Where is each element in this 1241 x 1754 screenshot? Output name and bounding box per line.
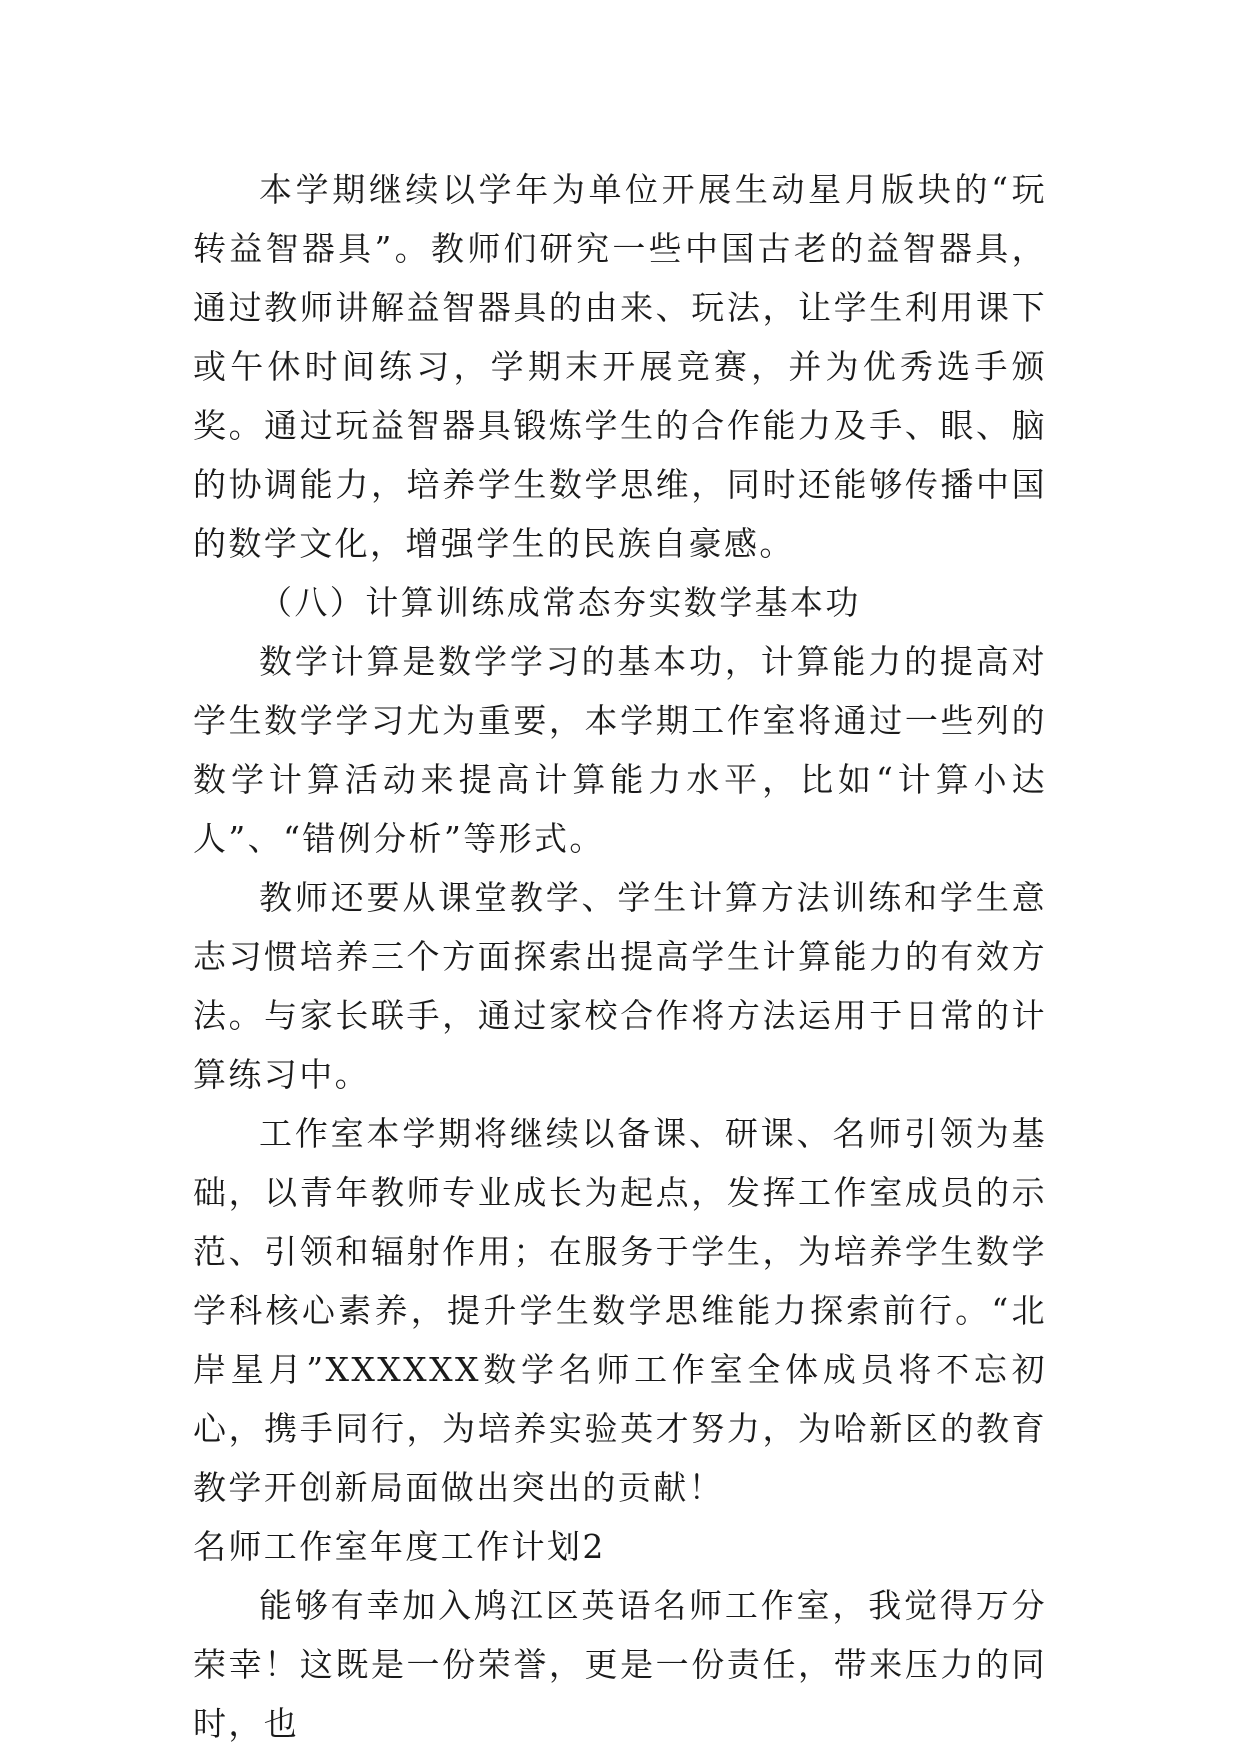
paragraph-teacher-methods: 教师还要从课堂教学、学生计算方法训练和学生意志习惯培养三个方面探索出提高学生计算能力的有效方法。与家长联手，通过家校合作将方法运用于日常的计算练习中。 [193, 878, 1047, 1094]
section-heading-calculation: （八）计算训练成常态夯实数学基本功 [259, 583, 861, 622]
paragraph-puzzle-tools: 本学期继续以学年为单位开展生动星月版块的“玩转益智器具”。教师们研究一些中国古老的益智器具，通过教师讲解益智器具的由来、玩法，让学生利用课下或午休时间练习，学期末开展竞赛，并为优秀选手颁奖。通过玩益智器具锻炼学生的合作能力及手、眼、脑的协调能力，培养学生数学思维，同时还能够传播中国的数学文化，增强学生的民族自豪感。 [193, 170, 1047, 563]
paragraph-studio-summary: 工作室本学期将继续以备课、研课、名师引领为基础，以青年教师专业成长为起点，发挥工作室成员的示范、引领和辐射作用；在服务于学生，为培养学生数学学科核心素养，提升学生数学思维能力探索前行。“北岸星月”XXXXXX数学名师工作室全体成员将不忘初心，携手同行，为培养实验英才努力，为哈新区的教育教学开创新局面做出突出的贡献！ [193, 1114, 1047, 1507]
paragraph-joining-studio: 能够有幸加入鸠江区英语名师工作室，我觉得万分荣幸！这既是一份荣誉，更是一份责任，带来压力的同时，也 [193, 1586, 1047, 1743]
paragraph-calculation-basics: 数学计算是数学学习的基本功，计算能力的提高对学生数学学习尤为重要，本学期工作室将通过一些列的数学计算活动来提高计算能力水平，比如“计算小达人”、“错例分析”等形式。 [193, 642, 1047, 858]
document-body [193, 160, 1047, 1753]
document-title-plan-2: 名师工作室年度工作计划2 [193, 1527, 606, 1566]
